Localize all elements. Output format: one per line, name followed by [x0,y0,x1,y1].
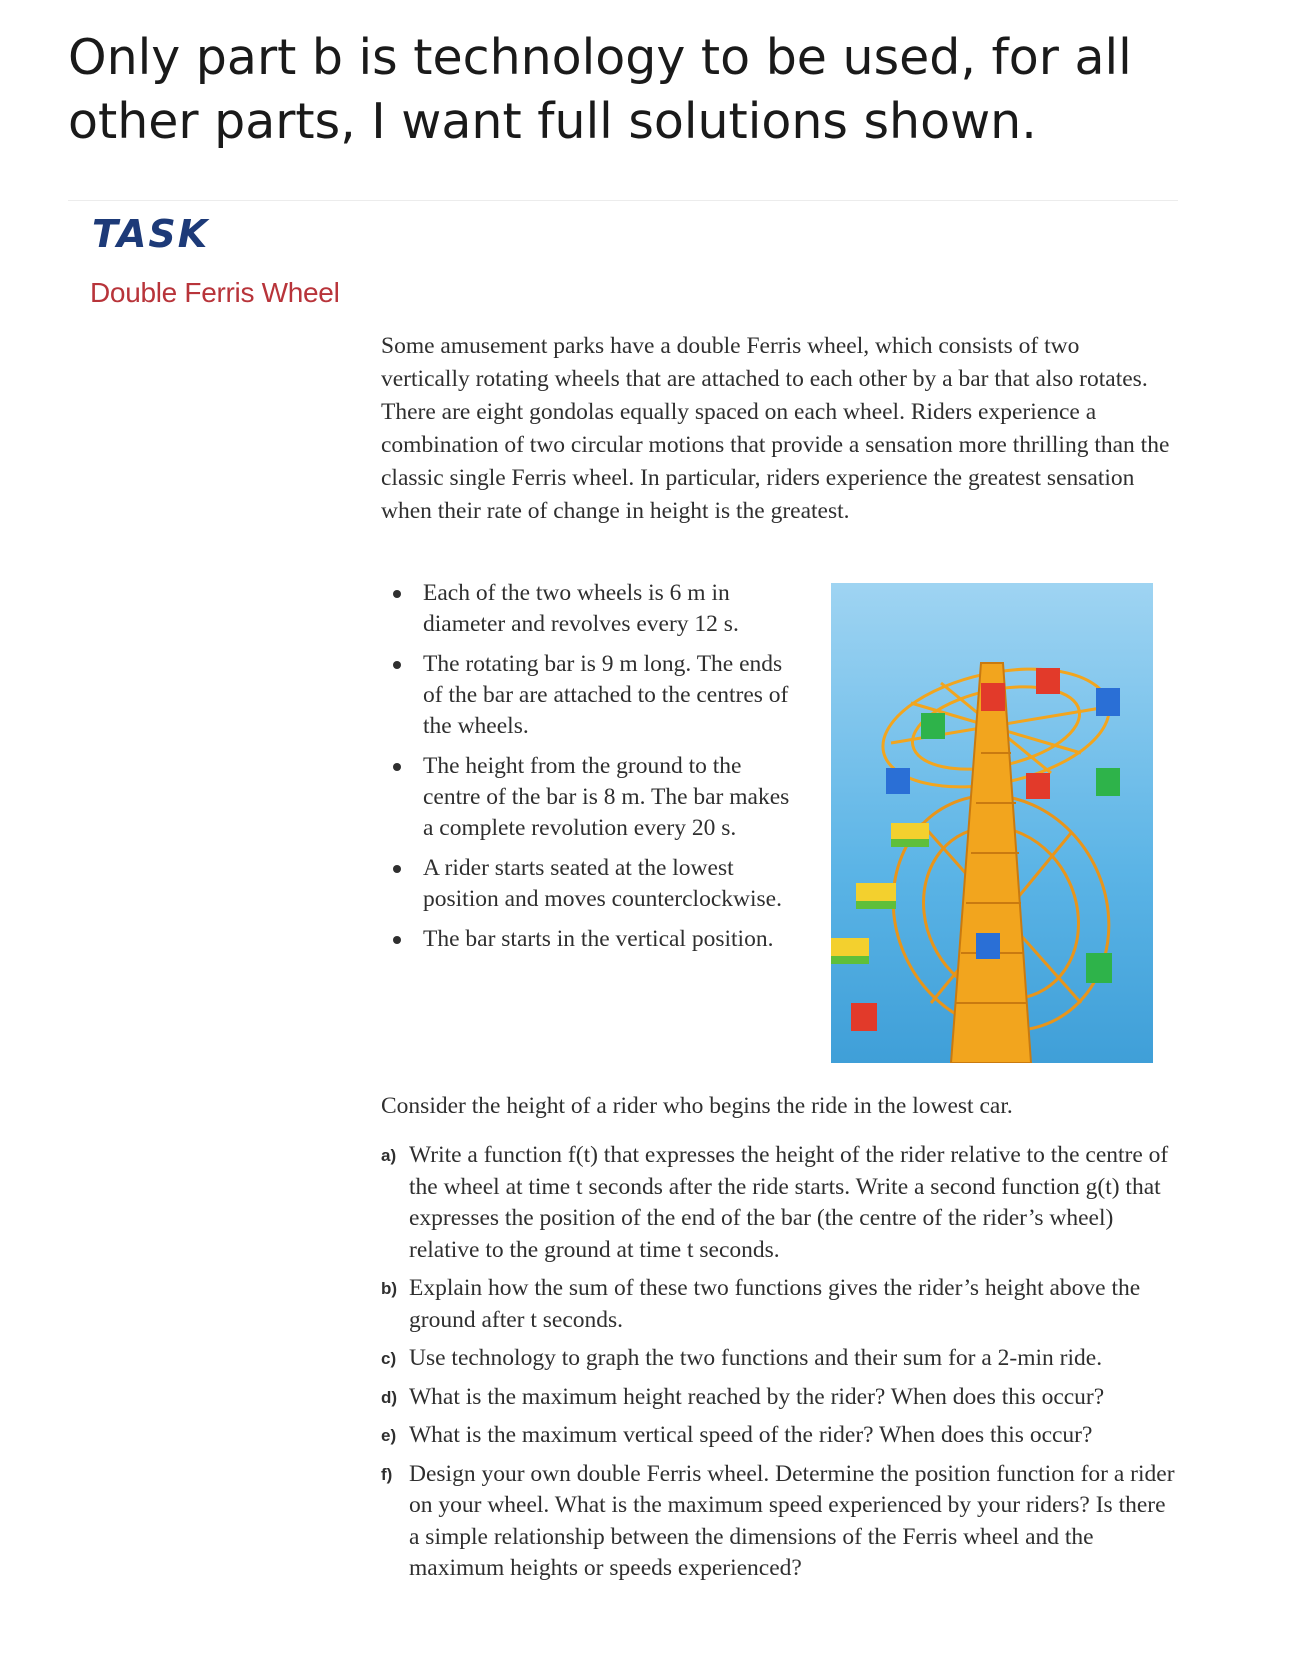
divider [68,200,1178,201]
part-label: f) [381,1464,393,1484]
spec-text: The height from the ground to the centre of the bar is 8 m. The bar makes a complete revolution every 20 s. [423,753,790,841]
question-parts [381,1140,1181,1592]
bullet-icon [393,763,401,771]
part-item [381,1273,1181,1336]
bullet-icon [393,936,401,944]
part-item [381,1420,1181,1452]
part-item [381,1382,1181,1414]
part-text: Design your own double Ferris wheel. Determine the position function for a rider on your wheel. What is the maximum speed experienced by your riders? Is there a simple relationship between the dimensions of the Ferris wheel and the maximum heights or speeds experienced? [409,1460,1175,1581]
part-text: Use technology to graph the two functions and their sum for a 2-min ride. [409,1345,1103,1371]
spec-item [381,578,791,640]
task-title: Double Ferris Wheel [90,277,340,308]
part-text: What is the maximum vertical speed of the rider? When does this occur? [409,1422,1093,1448]
spec-list [381,578,791,964]
part-text: Explain how the sum of these two functions gives the rider’s height above the ground after t seconds. [409,1275,1141,1333]
bullet-icon [393,865,401,873]
part-label: c) [381,1349,397,1368]
question-text: Only part b is technology to be used, for all other parts, I want full solutions shown. [68,29,1132,150]
part-text: What is the maximum height reached by the rider? When does this occur? [409,1383,1105,1410]
spec-item [381,751,791,844]
task-intro: Some amusement parks have a double Ferris wheel, which consists of two vertically rotating wheels that are attached to each other by a bar that also rotates. There are eight gondolas equally spaced on each wheel. Riders experience a combination of two circular motions that provide a sensation more thrilling than the classic single Ferris wheel. In particular, riders experience the greatest sensation when their rate of change in height is the greatest. [381,333,1170,524]
part-label: e) [381,1426,397,1445]
spec-item [381,853,791,915]
part-label: a) [381,1146,397,1165]
part-item [381,1459,1181,1585]
consider-text: Consider the height of a rider who begins the ride in the lowest car. [381,1093,1013,1119]
spec-text: The bar starts in the vertical position. [423,926,774,952]
ferris-wheel-photo [831,583,1153,1063]
spec-text: A rider starts seated at the lowest position and moves counterclockwise. [423,855,782,912]
task-label: TASK [92,212,210,256]
bullet-icon [393,590,401,598]
spec-text: The rotating bar is 9 m long. The ends of the bar are attached to the centres of the wheels. [423,651,789,739]
spec-item [381,924,791,955]
spec-item [381,649,791,742]
part-text: Write a function f(t) that expresses the height of the rider relative to the centre of the wheel at time t seconds after the ride starts. Write a second function g(t) that expresses the position of the end of the bar (the centre of the rider’s wheel) relative to the ground at time t seconds. [409,1142,1169,1263]
part-label: d) [381,1387,398,1407]
part-label: b) [381,1279,398,1298]
part-item [381,1140,1181,1266]
bullet-icon [393,661,401,669]
spec-text: Each of the two wheels is 6 m in diameter and revolves every 12 s. [423,580,739,637]
part-item [381,1343,1181,1375]
